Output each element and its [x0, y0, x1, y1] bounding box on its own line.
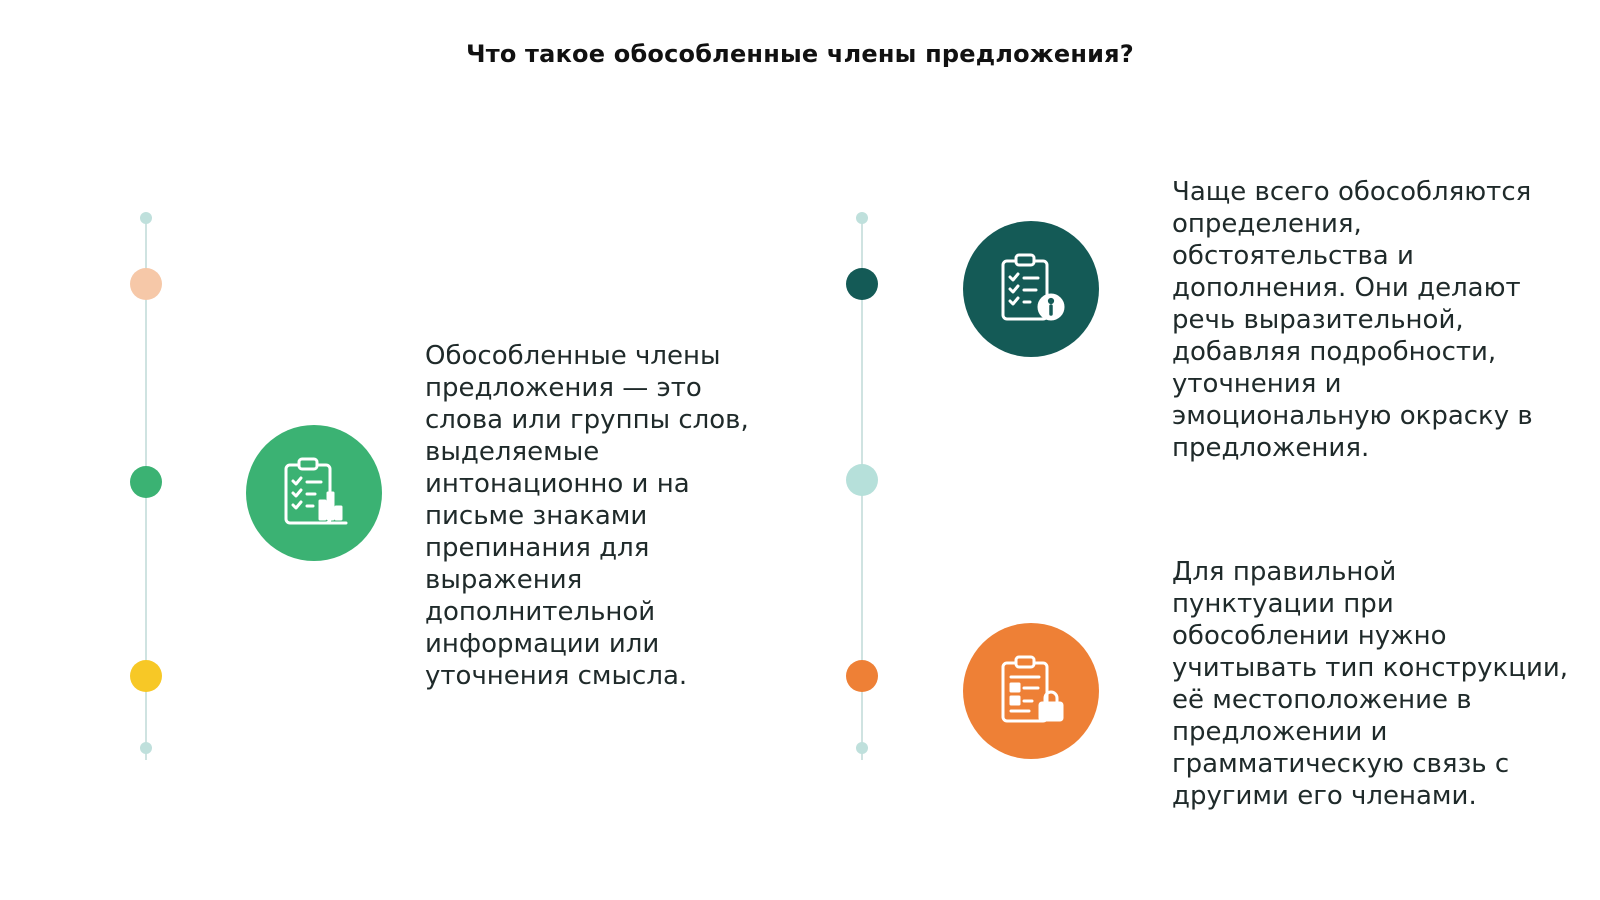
timeline-node-green [130, 466, 162, 498]
timeline-node-orange [846, 660, 878, 692]
clipboard-info-icon [963, 221, 1099, 357]
timeline-node-yellow [130, 660, 162, 692]
definition-text: Обособленные члены предложения — это слова или группы слов, выделяемые интонационно и на письме знаками препинания для выражения дополнительной информации или уточнения смысла. [425, 341, 749, 691]
types-text: Чаще всего обособляются определения, обстоятельства и дополнения. Они делают речь выразительной, добавляя подробности, уточнения и эмоциональную окраску в предложения. [1172, 177, 1533, 463]
timeline-right [855, 216, 869, 764]
timeline-node-dark-teal [846, 268, 878, 300]
clipboard-lock-icon [963, 623, 1099, 759]
punctuation-text: Для правильной пунктуации при обособлении нужно учитывать тип конструкции, её местоположение в предложении и грамматическую связь с другими его членами. [1172, 557, 1569, 811]
timeline-end-dot [856, 742, 868, 754]
timeline-end-dot [140, 742, 152, 754]
timeline-start-dot [140, 212, 152, 224]
timeline-node-pale-teal [846, 464, 878, 496]
clipboard-chart-icon [246, 425, 382, 561]
timeline-node-peach [130, 268, 162, 300]
slide-title: Что такое обособленные члены предложения? [466, 40, 1134, 68]
timeline-left [139, 216, 153, 764]
timeline-start-dot [856, 212, 868, 224]
